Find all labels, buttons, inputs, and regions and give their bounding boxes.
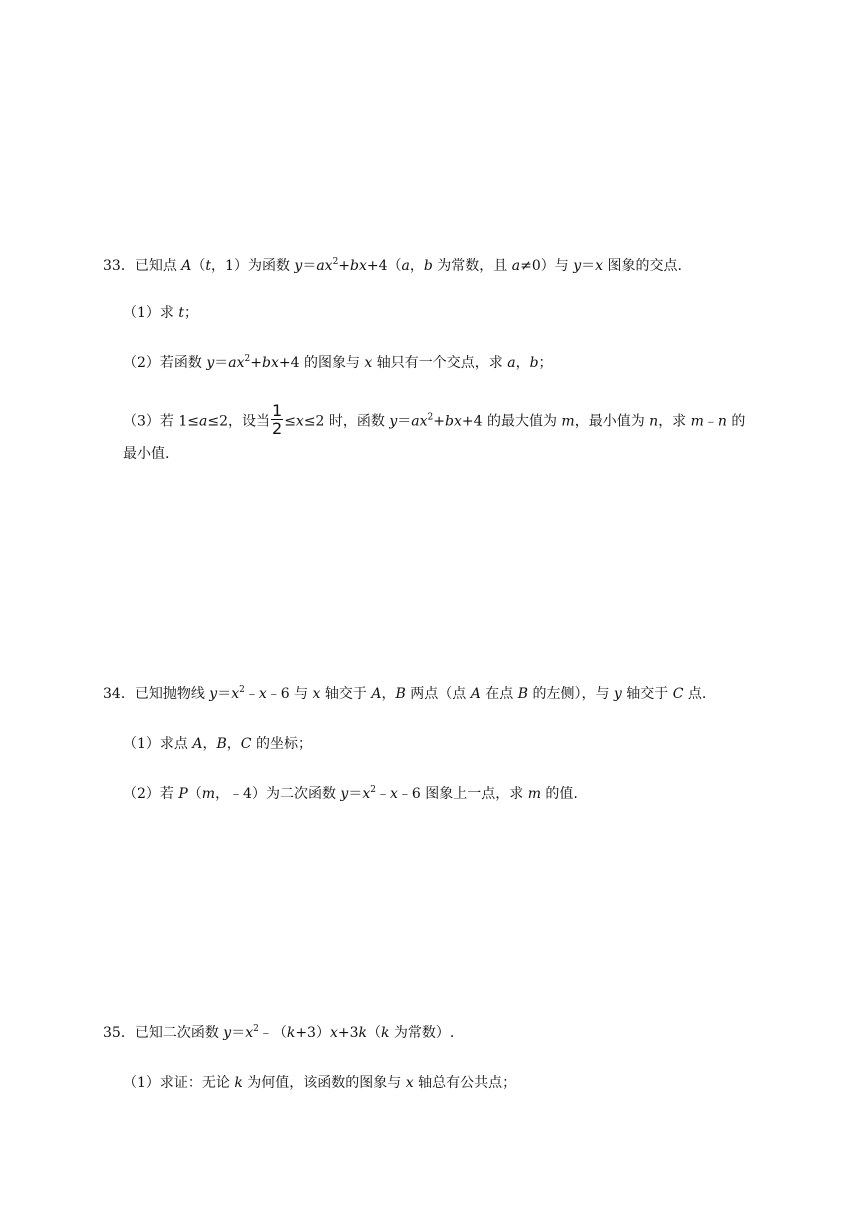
question-33-part-2: （2）若函数 $y=ax^2+bx+4$ 的图象与 x 轴只有一个交点，求 a，b；	[123, 354, 553, 371]
question-33-part-3-continued: 最小值.	[123, 446, 170, 462]
question-33-part-1: （1）求 t；	[123, 305, 198, 321]
question-33-part-3: （3）若 1≤a≤2，设当 $\frac{1}{2}$ ≤x≤2 时，函数 $y=ax^2+bx+4$ 的最大值为 m，最小值为 n，求 m﹣n 的	[123, 401, 746, 438]
question-34-stem: 34．已知抛物线 $y=x^2﹣x﹣6$ 与 x 轴交于 A，B 两点（点 A 在点 B 的左侧），与 y 轴交于 C 点.	[103, 685, 707, 702]
question-34-part-1: （1）求点 A，B，C 的坐标；	[123, 736, 312, 752]
question-35-part-1: （1）求证：无论 k 为何值，该函数的图象与 x 轴总有公共点；	[123, 1075, 517, 1091]
question-34-part-2: （2）若 P（m，﹣4）为二次函数 $y=x^2﹣x﹣6$ 图象上一点，求 m 的值.	[123, 785, 578, 802]
question-35-stem: 35．已知二次函数 $y=x^2﹣(k+3)x+3k(k$ 为常数）.	[103, 1024, 455, 1041]
fraction-one-half: $\frac{1}{2}$	[272, 401, 283, 438]
question-33-stem: 33．已知点 A（t，1）为函数 $y=ax^2+bx+4(a$，b 为常数，且 a≠0）与 y＝x 图象的交点.	[103, 257, 682, 274]
